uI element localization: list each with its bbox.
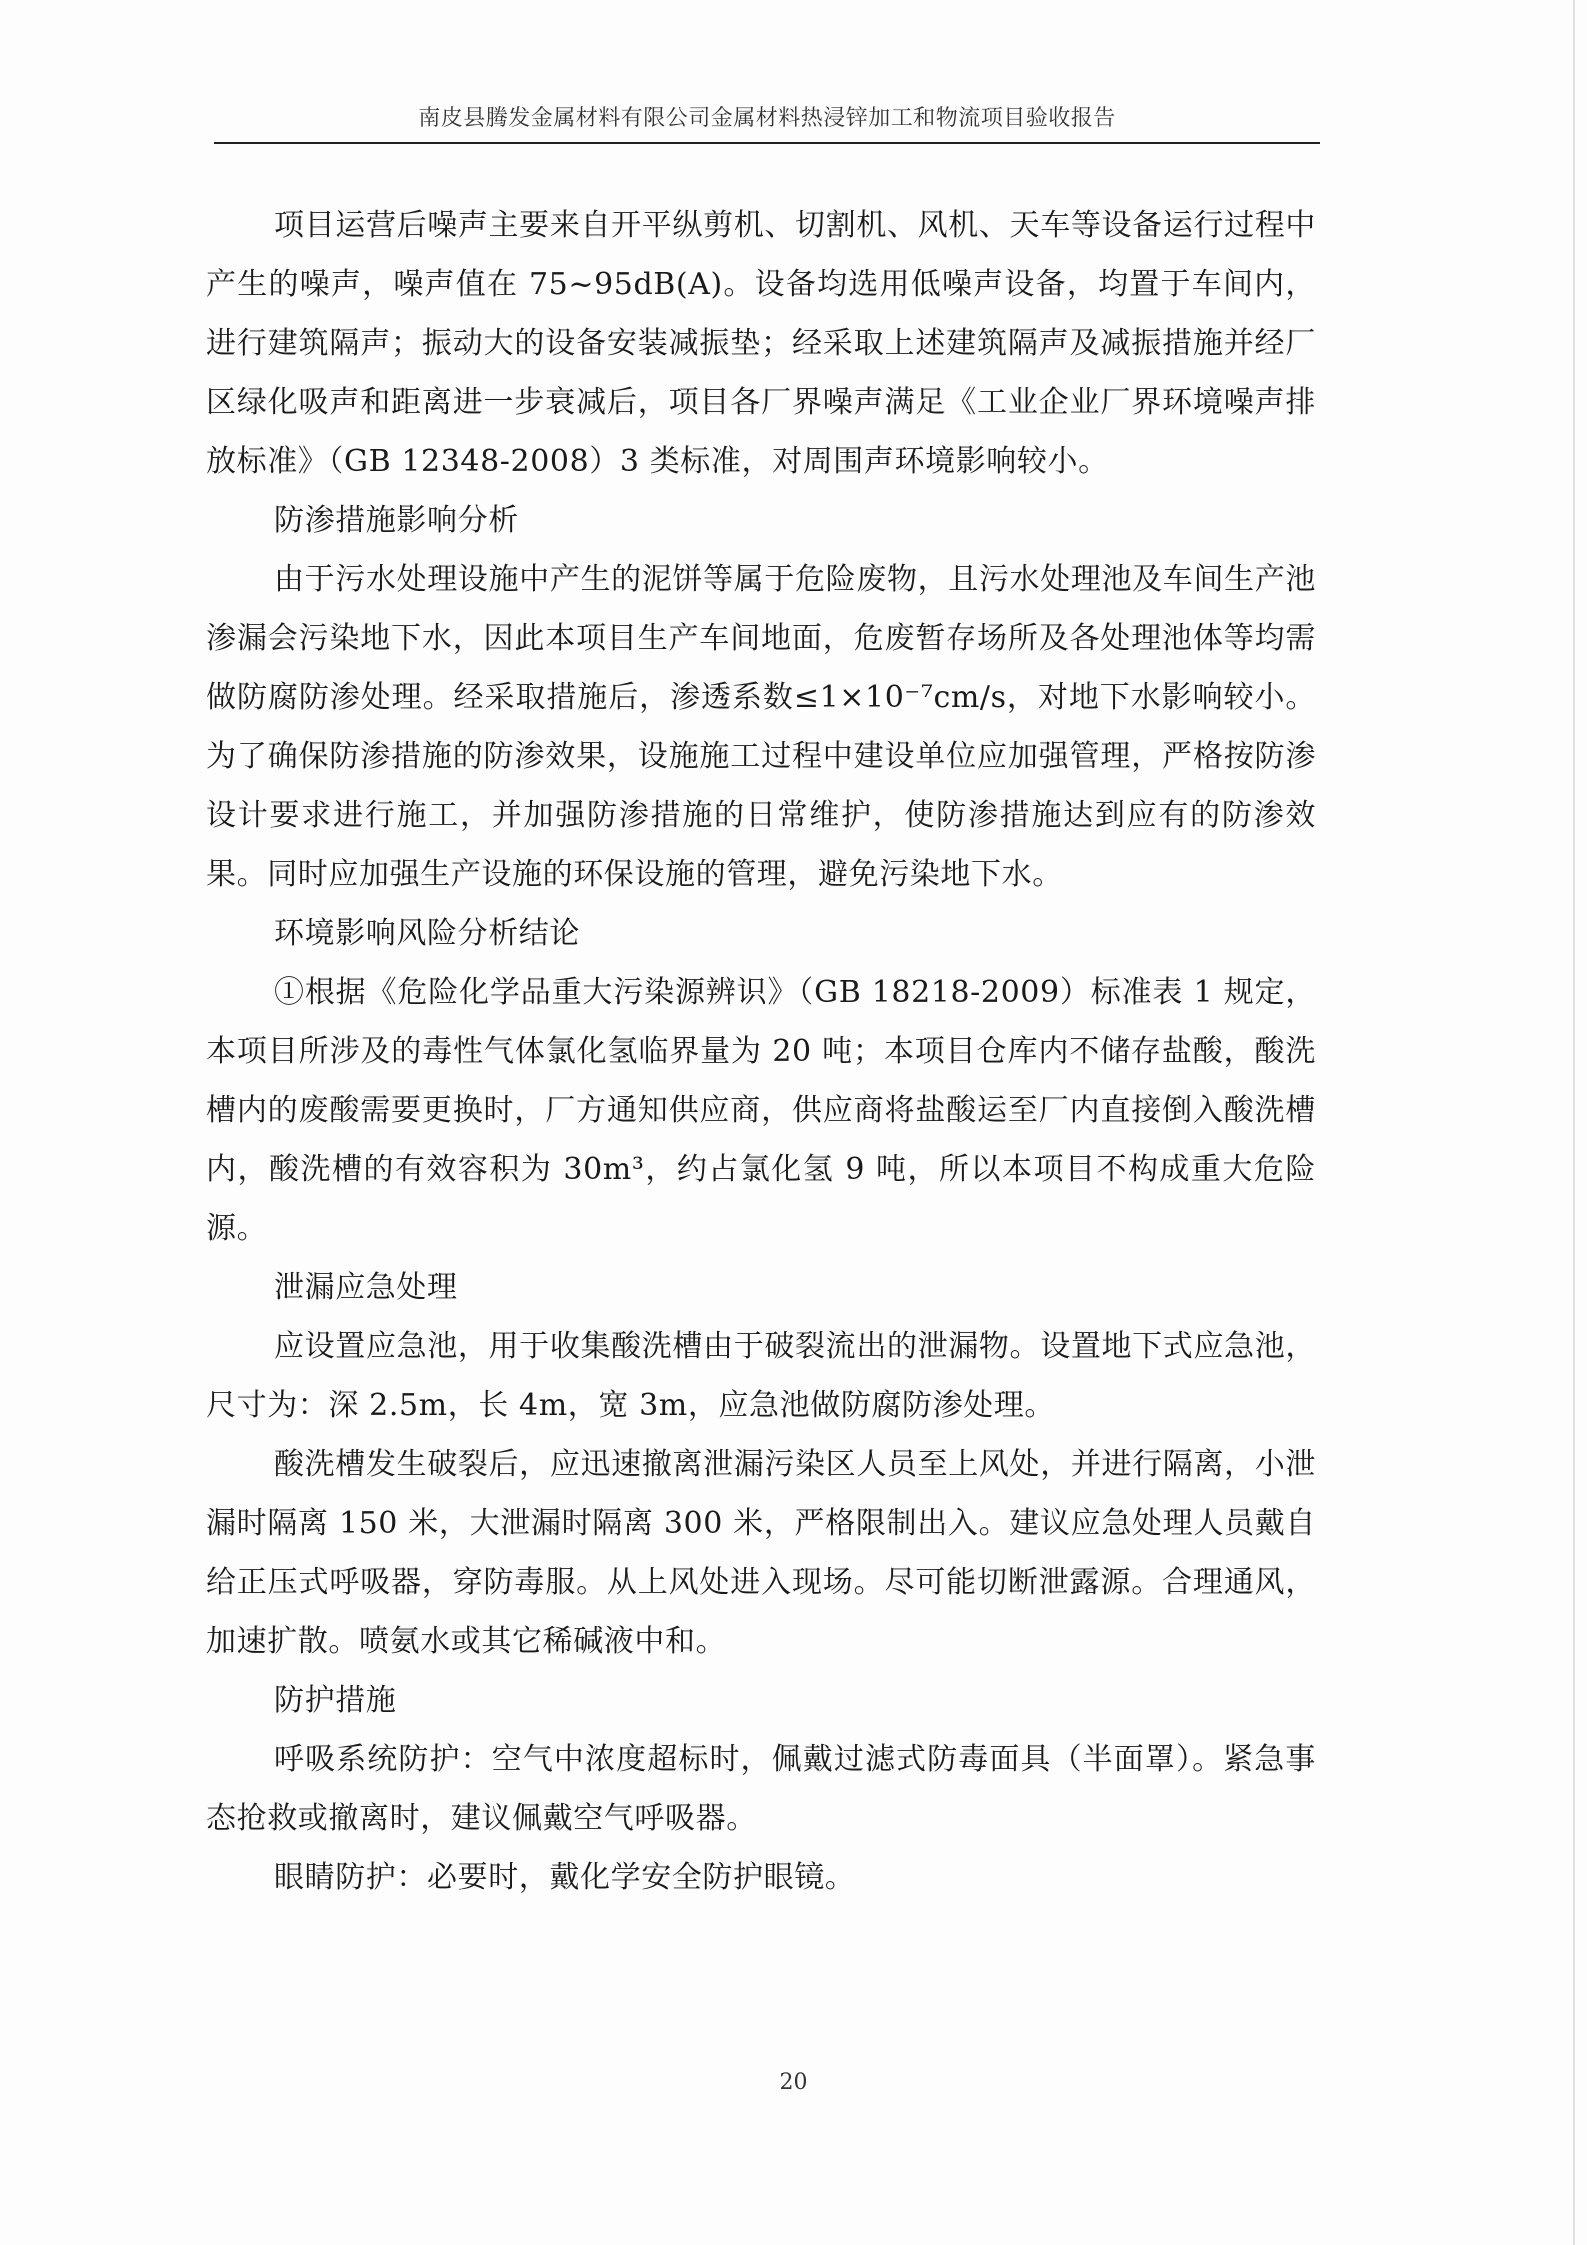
page-number: 20 (779, 2070, 808, 2095)
paragraph-eye-protection: 眼睛防护：必要时，戴化学安全防护眼镜。 (274, 1860, 856, 1895)
paragraph-risk: ①根据《危险化学品重大污染源辨识》（GB 18218-2009）标准表 1 规定，本项目所涉及的毒性气体氯化氢临界量为 20 吨；本项目仓库内不储存盐酸，酸洗槽内的废酸需要更换时，厂方通知供应商，供应商将盐酸运至厂内直接倒入酸洗槽内，酸洗槽的有效容积为 30m³，约占氯化氢 9 吨，所以本项目不构成重大危险源。 (206, 975, 1316, 1246)
heading-protection: 防护措施 (274, 1683, 397, 1718)
page-edge-line (1573, 0, 1575, 2245)
paragraph-noise: 项目运营后噪声主要来自开平纵剪机、切割机、风机、天车等设备运行过程中产生的噪声，噪声值在 75~95dB(A)。设备均选用低噪声设备，均置于车间内，进行建筑隔声；振动大的设备安装减振垫；经采取上述建筑隔声及减振措施并经厂区绿化吸声和距离进一步衰减后，项目各厂界噪声满足《工业企业厂界环境噪声排放标准》（GB 12348-2008）3 类标准，对周围声环境影响较小。 (206, 208, 1316, 479)
paragraph-leak-response: 酸洗槽发生破裂后，应迅速撤离泄漏污染区人员至上风处，并进行隔离，小泄漏时隔离 150 米，大泄漏时隔离 300 米，严格限制出入。建议应急处理人员戴自给正压式呼吸器，穿防毒服。从上风处进入现场。尽可能切断泄露源。合理通风，加速扩散。喷氨水或其它稀碱液中和。 (206, 1447, 1316, 1659)
heading-seepage-analysis: 防渗措施影响分析 (274, 503, 519, 538)
paragraph-emergency-pool: 应设置应急池，用于收集酸洗槽由于破裂流出的泄漏物。设置地下式应急池，尺寸为：深 2.5m，长 4m，宽 3m，应急池做防腐防渗处理。 (206, 1329, 1316, 1423)
running-header: 南皮县腾发金属材料有限公司金属材料热浸锌加工和物流项目验收报告 (418, 106, 1116, 131)
heading-leak-emergency: 泄漏应急处理 (274, 1270, 458, 1305)
heading-risk-conclusion: 环境影响风险分析结论 (274, 916, 580, 951)
paragraph-respiratory-protection: 呼吸系统防护：空气中浓度超标时，佩戴过滤式防毒面具（半面罩）。紧急事态抢救或撤离时，建议佩戴空气呼吸器。 (206, 1742, 1316, 1836)
paragraph-seepage: 由于污水处理设施中产生的泥饼等属于危险废物，且污水处理池及车间生产池渗漏会污染地下水，因此本项目生产车间地面，危废暂存场所及各处理池体等均需做防腐防渗处理。经采取措施后，渗透系数≤1×10⁻⁷cm/s，对地下水影响较小。为了确保防渗措施的防渗效果，设施施工过程中建设单位应加强管理，严格按防渗设计要求进行施工，并加强防渗措施的日常维护，使防渗措施达到应有的防渗效果。同时应加强生产设施的环保设施的管理，避免污染地下水。 (206, 562, 1316, 892)
header-rule (214, 142, 1320, 144)
body-text (206, 196, 1316, 1907)
